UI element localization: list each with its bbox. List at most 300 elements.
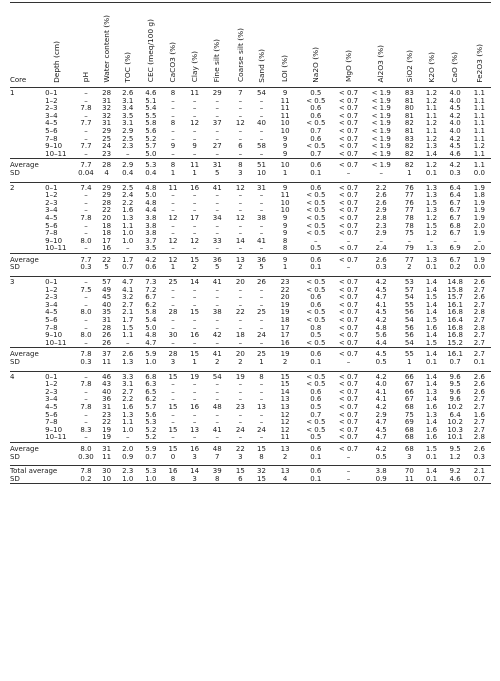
- table-cell: 5.6: [145, 410, 157, 419]
- table-cell: 7–8: [45, 323, 58, 332]
- table-cell: 4.0: [449, 96, 461, 105]
- table-cell: 12: [235, 119, 245, 128]
- header-row: [10, 3, 491, 88]
- table-cell: 4.6: [449, 149, 461, 158]
- table-cell: 0.3: [449, 168, 461, 177]
- table-cell: 0.7: [122, 263, 134, 272]
- table-cell: 0.9: [122, 452, 134, 461]
- table-cell: < 0.7: [338, 119, 359, 128]
- table-cell: 78: [404, 221, 414, 230]
- table-row: [10, 340, 491, 348]
- table-cell: 1.4: [425, 308, 438, 317]
- table-cell: 54: [404, 338, 414, 347]
- table-cell: < 0.5: [306, 206, 326, 215]
- table-cell: 4.2: [375, 278, 387, 287]
- table-row: [10, 294, 491, 302]
- table-cell: –: [171, 293, 175, 302]
- table-cell: 28: [168, 308, 178, 317]
- table-cell: 8: [162, 476, 184, 484]
- table-cell: 22: [102, 206, 112, 215]
- table-cell: 6: [229, 476, 251, 484]
- table-cell: < 0.5: [306, 221, 326, 230]
- table-cell: 8: [162, 159, 184, 170]
- table-cell: 3–4: [45, 206, 58, 215]
- table-cell: [10, 113, 39, 121]
- table-cell: 19: [102, 425, 112, 434]
- table-cell: 11: [280, 191, 290, 200]
- table-cell: 15: [168, 402, 178, 411]
- table-cell: –: [215, 229, 219, 238]
- table-cell: 9.5: [443, 442, 468, 453]
- table-cell: 1.1: [473, 119, 485, 128]
- table-row: [10, 143, 491, 151]
- table-cell: –: [259, 96, 264, 105]
- table-cell: 22: [235, 308, 245, 317]
- table-cell: 31: [257, 183, 266, 192]
- table-cell: –: [215, 104, 219, 113]
- table-cell: –: [171, 134, 175, 143]
- table-cell: 4.0: [449, 126, 461, 135]
- table-cell: 5–6: [45, 410, 58, 419]
- table-cell: 10.2: [447, 418, 463, 427]
- table-cell: 2.4: [122, 191, 134, 200]
- table-cell: SD: [10, 476, 39, 484]
- table-cell: 2.0: [473, 244, 485, 253]
- table-cell: 9: [282, 134, 288, 143]
- table-cell: –: [215, 285, 219, 294]
- table-cell: [39, 253, 74, 264]
- table-cell: 25: [257, 308, 266, 317]
- table-cell: 5.0: [145, 323, 157, 332]
- table-cell: –: [192, 395, 197, 404]
- column-header: [116, 3, 140, 88]
- table-cell: 1.9: [473, 183, 485, 192]
- table-cell: 22: [229, 442, 251, 453]
- table-cell: 12: [190, 119, 200, 128]
- table-cell: –: [238, 149, 243, 158]
- table-row: [10, 238, 491, 246]
- table-cell: –: [259, 191, 264, 200]
- table-cell: < 0.7: [338, 244, 359, 253]
- table-cell: 1.2: [425, 134, 438, 143]
- table-cell: –: [84, 89, 88, 97]
- table-cell: 1.3: [425, 387, 438, 396]
- table-cell: 0.4: [122, 168, 134, 177]
- table-body: [10, 88, 491, 484]
- table-cell: < 0.5: [306, 96, 326, 105]
- table-cell: 40: [102, 387, 112, 396]
- table-cell: 16.1: [447, 300, 463, 309]
- table-cell: 1.0: [122, 229, 134, 238]
- total-sd-row: [10, 476, 491, 484]
- table-cell: 8: [259, 452, 264, 461]
- table-cell: 1.3: [122, 213, 134, 222]
- table-cell: –: [215, 111, 219, 120]
- table-cell: 0.7: [145, 452, 157, 461]
- table-cell: 5.9: [140, 442, 162, 453]
- table-cell: 16: [102, 244, 112, 253]
- table-cell: [39, 454, 74, 462]
- table-cell: 1.4: [425, 331, 438, 340]
- table-cell: < 0.7: [338, 331, 359, 340]
- table-cell: 8.0: [80, 308, 92, 317]
- table-cell: 10: [280, 198, 290, 207]
- table-cell: 8: [282, 244, 288, 253]
- table-cell: [10, 105, 39, 113]
- table-cell: [39, 359, 74, 367]
- table-cell: 3: [238, 168, 243, 177]
- table-cell: 1.9: [468, 253, 491, 264]
- table-cell: SD: [10, 358, 20, 366]
- table-cell: 3.8: [145, 229, 157, 238]
- table-cell: < 0.7: [338, 425, 359, 434]
- table-cell: 55: [398, 348, 420, 359]
- table-cell: 1.9: [473, 206, 485, 215]
- table-cell: 18: [102, 229, 112, 238]
- table-cell: 23: [102, 410, 112, 419]
- table-cell: –: [238, 206, 243, 215]
- table-cell: 2.7: [468, 348, 491, 359]
- table-cell: [10, 325, 39, 333]
- table-cell: 0–1: [45, 89, 58, 97]
- table-cell: 1.3: [425, 244, 438, 253]
- table-cell: 28: [102, 89, 112, 97]
- table-cell: 2: [282, 452, 288, 461]
- table-cell: 4.5: [375, 285, 387, 294]
- table-cell: –: [314, 236, 318, 245]
- table-cell: 1.7: [116, 253, 140, 264]
- table-cell: < 0.7: [338, 229, 359, 238]
- table-cell: < 0.7: [338, 104, 359, 113]
- table-cell: –: [259, 206, 264, 215]
- table-cell: 8.0: [74, 442, 97, 453]
- table-cell: < 1.9: [371, 96, 391, 105]
- table-cell: 18: [235, 331, 245, 340]
- table-cell: 1.4: [425, 395, 438, 404]
- table-cell: 4–5: [45, 308, 58, 317]
- table-cell: –: [171, 191, 175, 200]
- table-cell: 2.6: [122, 89, 134, 97]
- table-cell: 15: [235, 467, 245, 476]
- table-cell: SD: [10, 263, 20, 272]
- table-cell: 2.2: [122, 395, 134, 404]
- table-cell: 20: [229, 348, 251, 359]
- table-cell: –: [259, 149, 264, 158]
- column-header: [39, 3, 74, 88]
- table-cell: 0.7: [310, 126, 322, 135]
- table-cell: 31: [205, 159, 229, 170]
- table-cell: 1: [170, 263, 176, 272]
- table-cell: 4.2: [375, 402, 387, 411]
- column-header-label: Sand (%): [256, 48, 266, 83]
- table-cell: 7.4: [80, 183, 92, 192]
- table-cell: 31: [102, 402, 112, 411]
- table-cell: < 0.7: [338, 410, 359, 419]
- table-cell: 6.5: [145, 387, 157, 396]
- column-header-label: Fe2O3 (%): [474, 43, 484, 83]
- table-cell: 0.6: [299, 348, 333, 359]
- table-cell: 16: [190, 402, 200, 411]
- table-cell: 41: [205, 348, 229, 359]
- table-cell: 1.2: [473, 142, 485, 151]
- table-cell: 81: [404, 126, 414, 135]
- table-cell: 1.5: [425, 221, 438, 230]
- table-cell: –: [84, 410, 88, 419]
- table-cell: 0.6: [310, 300, 322, 309]
- table-cell: 30: [102, 467, 112, 476]
- table-cell: 2.6: [473, 372, 485, 381]
- table-cell: –: [215, 395, 219, 404]
- table-cell: –: [192, 285, 197, 294]
- table-cell: –: [259, 380, 264, 389]
- table-cell: 12: [168, 236, 178, 245]
- table-row: [10, 200, 491, 208]
- table-cell: –: [171, 395, 175, 404]
- table-cell: 1.1: [122, 418, 134, 427]
- table-cell: –: [238, 96, 243, 105]
- table-cell: –: [84, 198, 88, 207]
- table-cell: 1.5: [420, 442, 442, 453]
- table-cell: –: [346, 168, 351, 177]
- table-cell: 1.4: [425, 300, 438, 309]
- table-cell: 3.8: [375, 467, 387, 476]
- table-cell: 34: [212, 213, 222, 222]
- table-cell: 7–8: [45, 418, 58, 427]
- table-cell: –: [84, 338, 88, 347]
- table-cell: 7.8: [80, 380, 92, 389]
- table-cell: 1: [10, 89, 15, 97]
- table-cell: 9.6: [449, 395, 461, 404]
- table-cell: 9.5: [449, 380, 461, 389]
- table-cell: 28: [98, 159, 116, 170]
- table-cell: 19: [102, 433, 112, 442]
- table-cell: 10: [280, 119, 290, 128]
- table-cell: 4–5: [45, 213, 58, 222]
- table-cell: 2.7: [473, 331, 485, 340]
- table-cell: 57: [404, 285, 414, 294]
- table-cell: 27: [212, 142, 222, 151]
- table-cell: 5.0: [145, 149, 157, 158]
- table-cell: 1: [282, 263, 288, 272]
- table-cell: < 0.7: [338, 338, 359, 347]
- table-cell: –: [171, 316, 175, 325]
- column-header: [98, 3, 116, 88]
- table-cell: 0.1: [310, 168, 322, 177]
- table-cell: 0.1: [310, 263, 322, 272]
- table-cell: –: [346, 263, 351, 272]
- table-cell: –: [171, 380, 175, 389]
- table-cell: –: [259, 126, 264, 135]
- table-cell: 8: [170, 89, 176, 97]
- table-cell: 1.1: [473, 149, 485, 158]
- table-cell: 8: [205, 476, 229, 484]
- table-cell: –: [84, 387, 88, 396]
- table-cell: –: [215, 149, 219, 158]
- table-cell: 5.3: [145, 467, 157, 476]
- table-cell: 11: [398, 476, 420, 484]
- table-cell: 15: [162, 442, 184, 453]
- table-cell: 2.9: [116, 159, 140, 170]
- column-header-label: Water content (%): [101, 14, 111, 83]
- table-cell: 31: [102, 316, 112, 325]
- table-cell: 18: [102, 221, 112, 230]
- average-row: [10, 442, 491, 453]
- table-cell: –: [259, 433, 264, 442]
- table-cell: 1.1: [468, 159, 491, 170]
- table-cell: 9: [282, 213, 288, 222]
- table-cell: –: [238, 380, 243, 389]
- table-cell: –: [171, 323, 175, 332]
- table-cell: 5–6: [45, 316, 58, 325]
- table-cell: 1.3: [425, 206, 438, 215]
- table-cell: < 0.7: [338, 111, 359, 120]
- table-cell: [10, 309, 39, 317]
- table-cell: 12: [190, 236, 200, 245]
- table-cell: 15: [251, 442, 271, 453]
- table-cell: 2.6: [375, 191, 387, 200]
- table-cell: 2.6: [473, 380, 485, 389]
- table-cell: 1.5: [425, 316, 438, 325]
- table-cell: 25: [168, 278, 178, 287]
- table-cell: 81: [404, 96, 414, 105]
- table-row: [10, 404, 491, 412]
- table-cell: 6.3: [145, 380, 157, 389]
- table-cell: 16: [190, 183, 200, 192]
- table-cell: 4–5: [45, 402, 58, 411]
- column-header-label: Na2O (%): [311, 46, 320, 83]
- table-cell: 36: [205, 253, 229, 264]
- column-header: [420, 3, 442, 88]
- table-cell: 9–10: [45, 425, 63, 434]
- table-cell: 66: [404, 372, 414, 381]
- table-cell: < 0.7: [338, 387, 359, 396]
- table-cell: –: [346, 452, 351, 461]
- table-cell: 67: [404, 380, 414, 389]
- column-header: [184, 3, 205, 88]
- column-header: [251, 3, 271, 88]
- table-cell: < 0.7: [338, 418, 359, 427]
- table-cell: 11: [184, 159, 205, 170]
- table-cell: –: [215, 418, 219, 427]
- table-cell: 1.2: [425, 96, 438, 105]
- table-cell: 0.6: [310, 104, 322, 113]
- table-cell: –: [192, 338, 197, 347]
- table-cell: –: [192, 244, 197, 253]
- table-cell: [39, 348, 74, 359]
- table-cell: 49: [102, 285, 112, 294]
- table-cell: –: [215, 134, 219, 143]
- table-cell: –: [238, 410, 243, 419]
- table-cell: –: [238, 191, 243, 200]
- table-row: [10, 88, 491, 98]
- table-cell: 56: [404, 323, 414, 332]
- table-cell: 6.7: [443, 253, 468, 264]
- table-cell: [39, 442, 74, 453]
- table-cell: –: [238, 323, 243, 332]
- table-cell: < 0.5: [306, 308, 326, 317]
- table-cell: 16: [184, 442, 205, 453]
- table-cell: 3: [192, 452, 197, 461]
- table-cell: 0.7: [310, 149, 322, 158]
- table-cell: –: [238, 229, 243, 238]
- table-cell: 8: [282, 236, 288, 245]
- table-cell: 7.7: [80, 119, 92, 128]
- column-header-label: CEC (meq/100 g): [146, 19, 156, 83]
- table-cell: 16: [168, 467, 178, 476]
- table-cell: 0.3: [375, 263, 387, 272]
- table-cell: < 1.9: [371, 104, 391, 113]
- table-cell: [39, 170, 74, 178]
- table-cell: –: [259, 285, 264, 294]
- table-cell: 16.8: [447, 323, 463, 332]
- table-cell: –: [84, 134, 88, 143]
- table-cell: 4.2: [375, 372, 387, 381]
- table-cell: 2.1: [122, 308, 134, 317]
- table-row: [10, 427, 491, 435]
- table-cell: –: [215, 206, 219, 215]
- table-cell: 1: [282, 168, 288, 177]
- table-cell: 6.9: [449, 244, 461, 253]
- table-cell: –: [259, 229, 264, 238]
- table-cell: 2.7: [473, 285, 485, 294]
- table-cell: 0.6: [310, 467, 322, 476]
- table-cell: 2: [238, 263, 243, 272]
- table-cell: 0.1: [425, 263, 438, 272]
- table-cell: 11: [280, 96, 290, 105]
- table-cell: –: [192, 221, 197, 230]
- table-cell: 5.8: [145, 308, 157, 317]
- table-cell: < 0.7: [338, 300, 359, 309]
- table-cell: 70: [404, 467, 414, 476]
- table-cell: 69: [404, 418, 414, 427]
- table-cell: 0.6: [310, 395, 322, 404]
- table-cell: 2: [10, 183, 15, 192]
- table-cell: 2.1: [473, 467, 485, 476]
- table-cell: 1.6: [425, 433, 438, 442]
- table-cell: 2.2: [122, 198, 134, 207]
- table-cell: 0.30: [78, 452, 94, 461]
- table-cell: 2.3: [122, 467, 134, 476]
- table-cell: 40: [102, 300, 112, 309]
- table-cell: 22: [98, 253, 116, 264]
- table-cell: 42: [212, 331, 222, 340]
- table-cell: 9: [282, 221, 288, 230]
- table-cell: 1.1: [473, 134, 485, 143]
- table-cell: –: [238, 104, 243, 113]
- table-cell: 16: [190, 331, 200, 340]
- table-cell: 2: [407, 263, 412, 272]
- table-cell: 4.8: [145, 183, 157, 192]
- table-cell: < 1.9: [371, 119, 391, 128]
- table-cell: 24: [257, 425, 266, 434]
- table-cell: 56: [404, 331, 414, 340]
- table-cell: 7.3: [145, 278, 157, 287]
- table-cell: 1–2: [45, 285, 58, 294]
- table-cell: –: [259, 323, 264, 332]
- table-cell: 1.6: [122, 206, 134, 215]
- table-cell: 1.0: [122, 236, 134, 245]
- table-cell: 20: [280, 293, 290, 302]
- table-cell: 0.7: [310, 410, 322, 419]
- table-cell: 4.7: [122, 278, 134, 287]
- column-header: [443, 3, 468, 88]
- table-cell: 6.7: [449, 229, 461, 238]
- table-cell: 12: [235, 183, 245, 192]
- table-cell: 2–3: [45, 387, 58, 396]
- table-cell: 0.0: [473, 263, 485, 272]
- table-cell: 15.8: [447, 285, 463, 294]
- table-cell: [10, 245, 39, 253]
